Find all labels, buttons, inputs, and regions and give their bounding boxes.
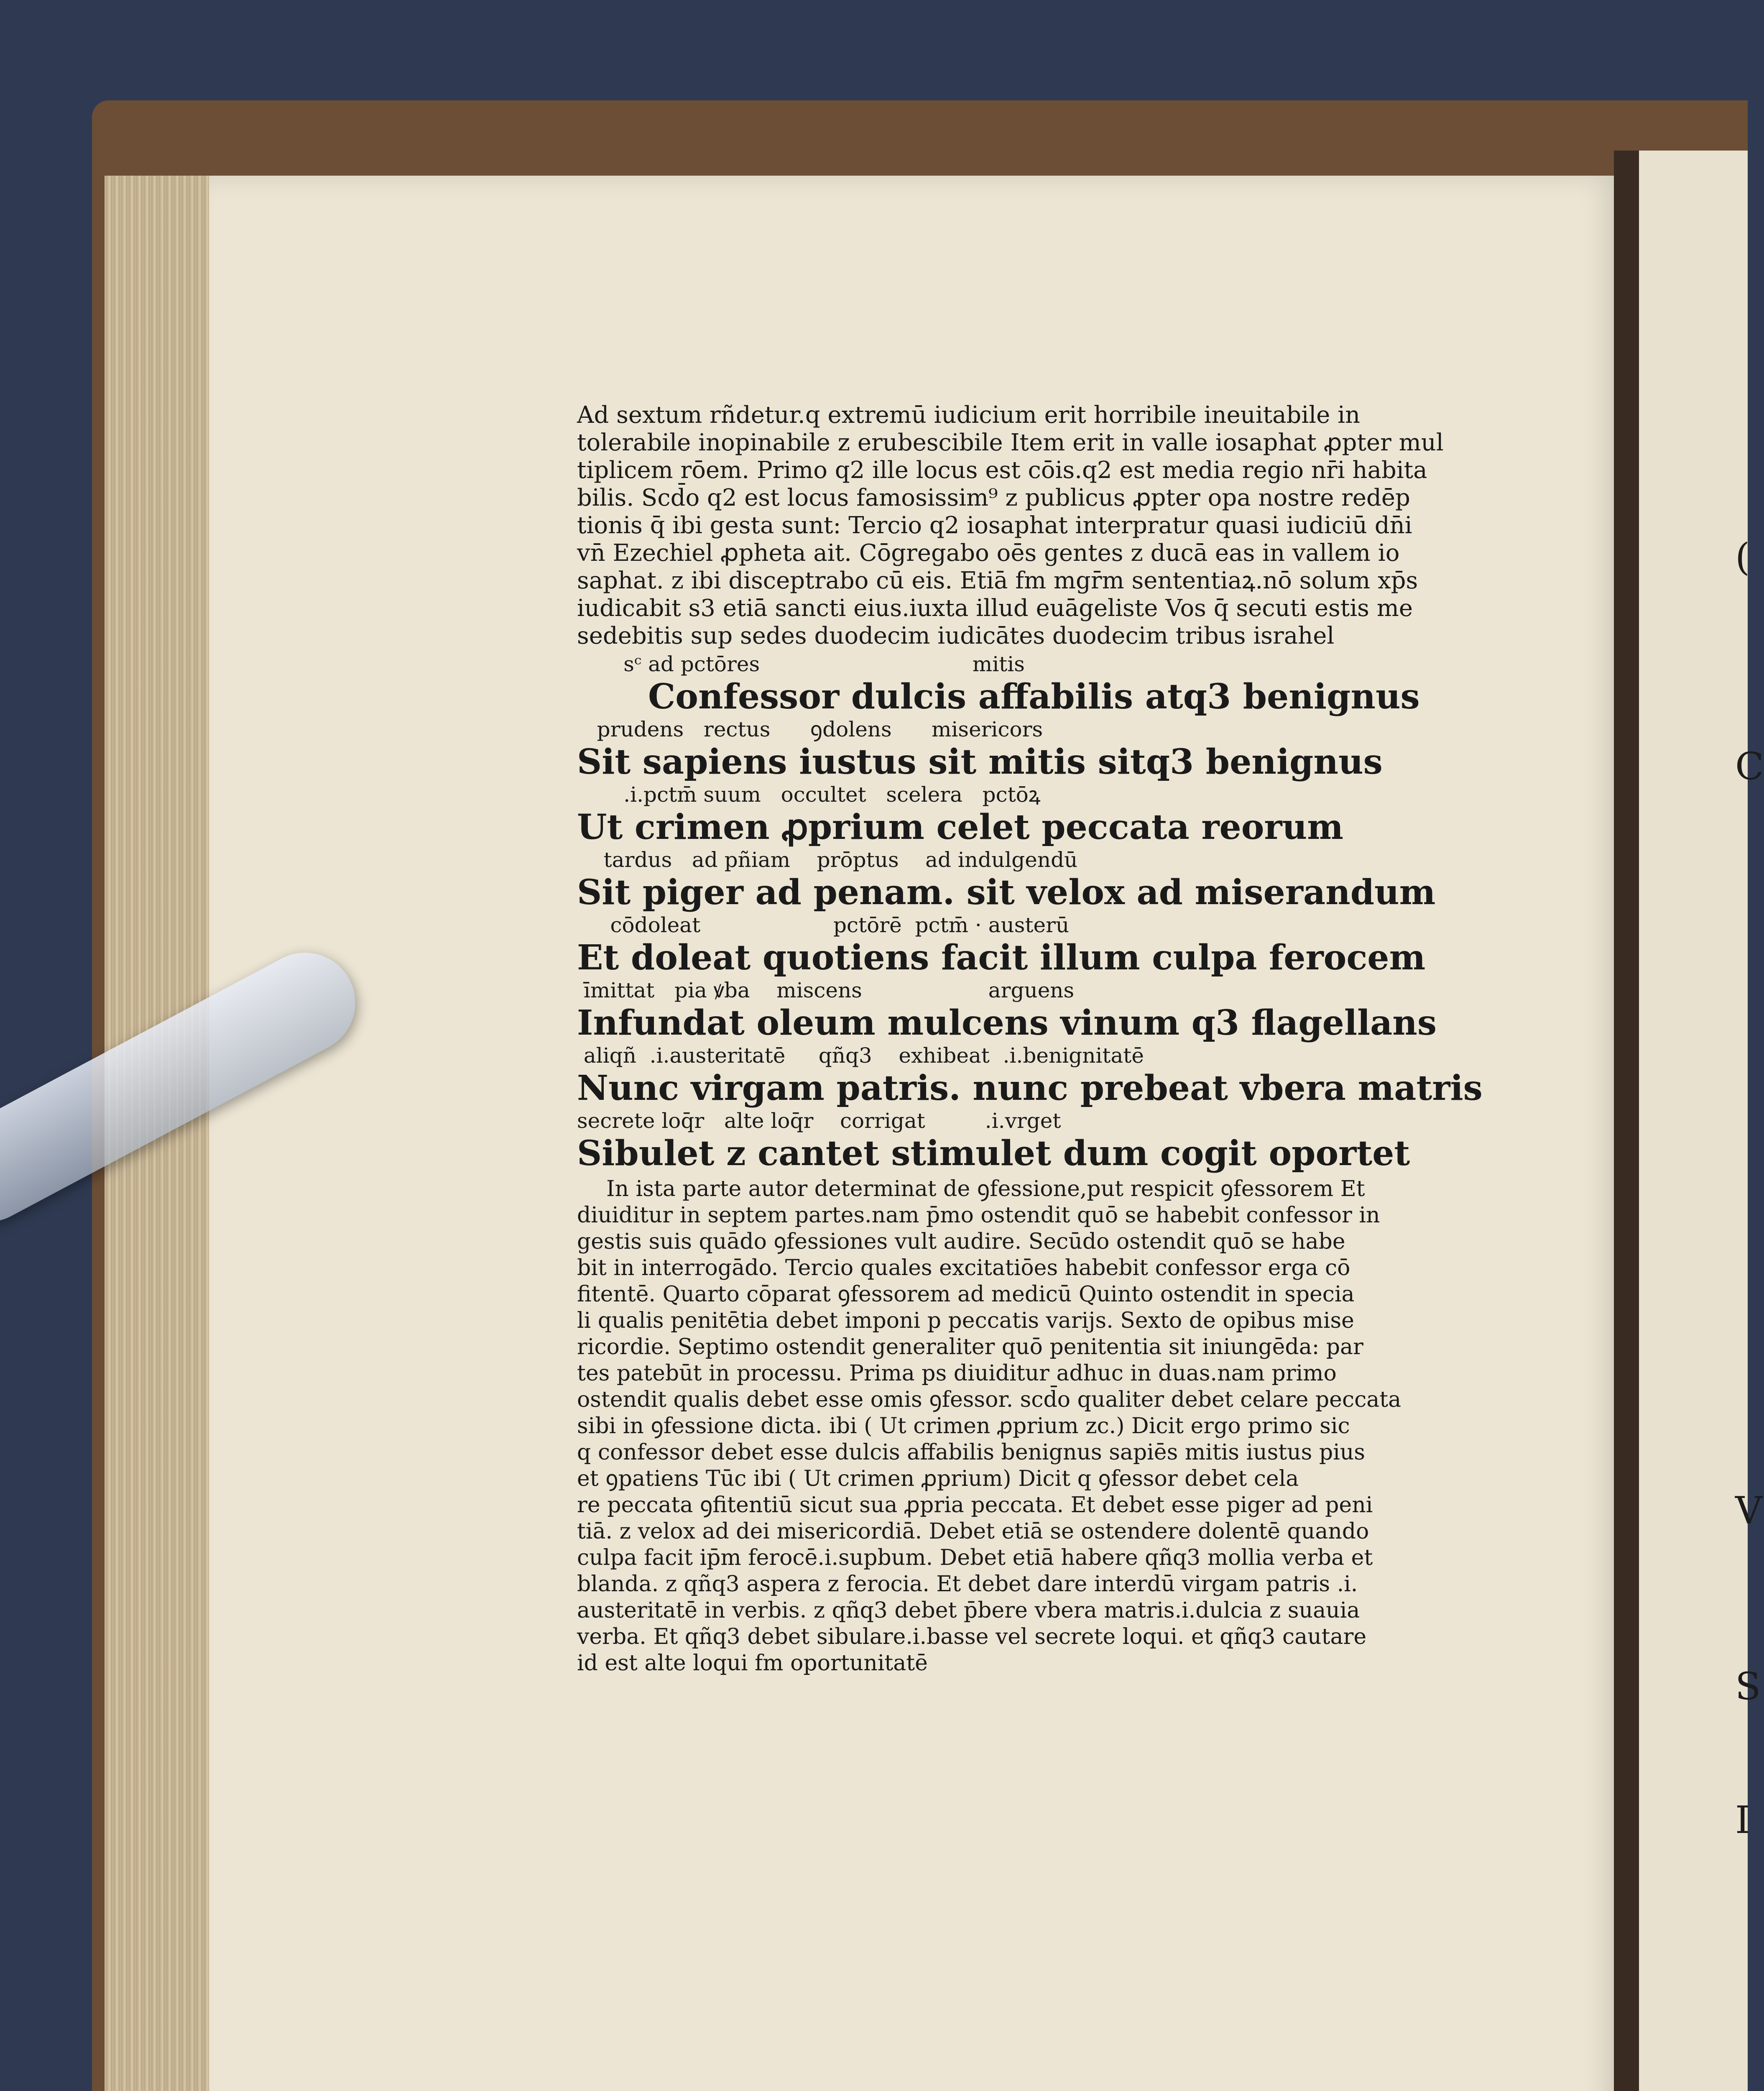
text-line: ricordie. Septimo ostendit generaliter quō penitentia sit iniungēda: par (577, 1334, 1363, 1360)
text-line: q confessor debet esse dulcis affabilis benignus sapiēs mitis iustus pius (577, 1440, 1365, 1465)
interlinear-gloss: prudens rectus ꝯdolens misericors (577, 717, 1043, 741)
verse-line: Sibulet z cantet stimulet dum cogit oportet (577, 1133, 1410, 1173)
text-line: austeritatē in verbis. z qñq3 debet p̄bere vbera matris.i.dulcia z suauia (577, 1598, 1360, 1623)
interlinear-gloss: secrete loq̄r alte loq̄r corrigat .i.vrget (577, 1109, 1061, 1133)
text-line: Ad sextum rñdetur.q extremū iudicium erit horribile ineuitabile in (577, 401, 1361, 429)
interlinear-gloss: īmittat pia ꝟba miscens arguens (577, 978, 1075, 1002)
right-page (1639, 151, 1748, 2091)
right-page-fragment: V (1735, 1489, 1762, 1533)
text-line: culpa facit ip̄m ferocē.i.supbum. Debet etiā habere qñq3 mollia verba et (577, 1545, 1373, 1570)
text-line: et ꝯpatiens Tūc ibi ( Ut crimen ꝓprium) Dicit q ꝯfessor debet cela (577, 1466, 1299, 1491)
text-line: In ista parte autor determinat de ꝯfessione,put respicit ꝯfessorem Et (606, 1176, 1365, 1201)
verse-line: Sit sapiens iustus sit mitis sitq3 benignus (577, 742, 1383, 782)
text-line: sibi in ꝯfessione dicta. ibi ( Ut crimen ꝓprium zc.) Dicit ergo primo sic (577, 1414, 1350, 1439)
verse-line: Ut crimen ꝓprium celet peccata reorum (577, 807, 1343, 847)
text-line: tolerabile inopinabile z erubescibile Item erit in valle iosaphat ꝓpter mul (577, 429, 1444, 456)
verse-section (577, 652, 1483, 1173)
text-line: li qualis penitētia debet imponi p peccatis varijs. Sexto de opibus mise (577, 1308, 1354, 1333)
right-page-fragment: S (1735, 1664, 1761, 1708)
verse-line: Sit piger ad penam. sit velox ad miserandum (577, 872, 1436, 913)
text-line: id est alte loqui fm oportunitatē (577, 1651, 928, 1676)
text-line: bilis. Scd̄o q2 est locus famosissim⁹ z publicus ꝓpter opa nostre redēp (577, 484, 1410, 511)
book-gutter (1614, 151, 1639, 2091)
text-line: tes patebūt in processu. Prima ps diuiditur adhuc in duas.nam primo (577, 1361, 1337, 1386)
interlinear-gloss: cōdoleat pctōrē pctm̄ · austerū (577, 913, 1070, 937)
interlinear-gloss: aliqñ .i.austeritatē qñq3 exhibeat .i.benignitatē (577, 1043, 1144, 1068)
interlinear-gloss: .i.pctm̄ suum occultet scelera pctōꝝ (577, 782, 1041, 807)
text-line: gestis suis quādo ꝯfessiones vult audire. Secūdo ostendit quō se habe (577, 1229, 1345, 1254)
verse-line: Infundat oleum mulcens vinum q3 flagellans (577, 1003, 1437, 1043)
commentary-paragraph (577, 1176, 1480, 1677)
text-line: blanda. z qñq3 aspera z ferocia. Et debet dare interdū virgam patris .i. (577, 1572, 1358, 1597)
interlinear-gloss: tardus ad pñiam prōptus ad indulgendū (577, 848, 1078, 872)
right-page-fragment: I (1735, 1798, 1750, 1842)
printed-text-block (577, 401, 1483, 1677)
text-line: ostendit qualis debet esse omis ꝯfessor. scd̄o qualiter debet celare peccata (577, 1387, 1401, 1412)
text-line: tiplicem rōem. Primo q2 ille locus est cōis.q2 est media regio nr̄i habita (577, 457, 1427, 484)
text-line: sedebitis sup sedes duodecim iudicātes duodecim tribus israhel (577, 622, 1335, 649)
text-line: re peccata ꝯfitentiū sicut sua ꝓpria peccata. Et debet esse piger ad peni (577, 1493, 1373, 1518)
text-line: tionis q̄ ibi gesta sunt: Tercio q2 iosaphat interpratur quasi iudiciū dn̄i (577, 512, 1412, 539)
interlinear-gloss: sᶜ ad pctōres mitis (577, 652, 1025, 676)
text-line: bit in interrogādo. Tercio quales excitatiōes habebit confessor erga cō (577, 1255, 1350, 1281)
text-line: saphat. z ibi disceptrabo cū eis. Etiā fm mgr̄m sententiaꝝ.nō solum xp̄s (577, 567, 1418, 594)
text-line: tiā. z velox ad dei misericordiā. Debet etiā se ostendere dolentē quando (577, 1519, 1369, 1544)
text-line: fitentē. Quarto cōparat ꝯfessorem ad medicū Quinto ostendit in specia (577, 1282, 1355, 1307)
text-line: verba. Et qñq3 debet sibulare.i.basse vel secrete loqui. et qñq3 cautare (577, 1624, 1367, 1649)
text-line: diuiditur in septem partes.nam p̄mo ostendit quō se habebit confessor in (577, 1203, 1380, 1228)
text-line: iudicabit s3 etiā sancti eius.iuxta illud euāgeliste Vos q̄ secuti estis me (577, 595, 1413, 622)
right-page-fragment: ( (1735, 535, 1750, 579)
right-page-fragment: C (1735, 744, 1764, 788)
intro-paragraph (577, 401, 1480, 650)
verse-line: Nunc virgam patris. nunc prebeat vbera matris (577, 1068, 1483, 1108)
text-line: vn̄ Ezechiel ꝓpheta ait. Cōgregabo oēs gentes z ducā eas in vallem io (577, 539, 1400, 567)
verse-line: Confessor dulcis affabilis atq3 benignus (648, 677, 1420, 717)
verse-line: Et doleat quotiens facit illum culpa ferocem (577, 938, 1426, 978)
